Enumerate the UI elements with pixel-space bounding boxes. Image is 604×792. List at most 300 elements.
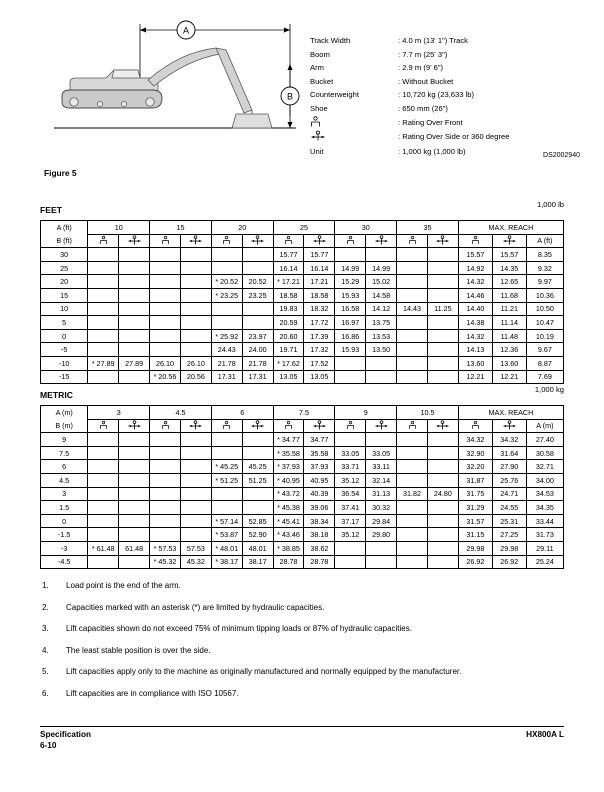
capacity-cell: * 43.72: [273, 487, 304, 501]
front-rating-header-icon: [335, 419, 366, 433]
footer-divider: [40, 726, 564, 727]
capacity-cell: 29.80: [366, 528, 397, 542]
metric-table-title: METRIC: [40, 390, 73, 400]
capacity-cell: [150, 460, 181, 474]
row-height-value: 0: [41, 329, 88, 343]
table-row: [41, 316, 564, 330]
capacity-cell: 13.50: [366, 343, 397, 357]
capacity-cell: 19.71: [273, 343, 304, 357]
front-rating-header-icon: [88, 234, 119, 248]
capacity-cell: [211, 446, 242, 460]
capacity-cell: 17.31: [242, 370, 273, 384]
table-row: [41, 370, 564, 384]
side-rating-header-icon: [427, 234, 458, 248]
reach-distance-cell: 9.32: [526, 261, 563, 275]
reach-side-cell: 14.35: [492, 261, 526, 275]
table-header-row: [41, 406, 564, 420]
note-number: 6.: [42, 688, 49, 698]
reach-front-cell: 14.13: [458, 343, 492, 357]
capacity-cell: * 35.58: [273, 446, 304, 460]
capacity-cell: 14.99: [335, 261, 366, 275]
capacity-cell: [180, 460, 211, 474]
capacity-cell: [242, 501, 273, 515]
capacity-cell: 20.52: [242, 275, 273, 289]
capacity-cell: 29.84: [366, 514, 397, 528]
capacity-cell: * 38.17: [211, 555, 242, 569]
capacity-cell: 16.97: [335, 316, 366, 330]
table-row: [41, 275, 564, 289]
reach-distance-cell: 34.53: [526, 487, 563, 501]
reach-front-cell: 14.46: [458, 288, 492, 302]
capacity-cell: 13.53: [366, 329, 397, 343]
capacity-cell: [88, 555, 119, 569]
capacity-cell: * 37.93: [273, 460, 304, 474]
capacity-cell: 15.02: [366, 275, 397, 289]
capacity-cell: [119, 261, 150, 275]
row-height-value: -5: [41, 343, 88, 357]
capacity-cell: 57.53: [180, 541, 211, 555]
spec-row-front: [310, 116, 509, 131]
capacity-cell: [88, 460, 119, 474]
row-height-value: 30: [41, 248, 88, 262]
reach-front-cell: 12.21: [458, 370, 492, 384]
capacity-cell: * 48.01: [211, 541, 242, 555]
capacity-cell: [150, 528, 181, 542]
capacity-cell: * 20.56: [150, 370, 181, 384]
capacity-cell: [397, 370, 428, 384]
capacity-cell: [150, 261, 181, 275]
rating-over-front-icon: [99, 235, 108, 246]
note-item: [40, 666, 570, 678]
note-text: Lift capacities shown do not exceed 75% of minimum tipping loads or 87% of hydraulic capacities.: [66, 624, 412, 633]
rating-over-front-icon: [284, 420, 293, 431]
notes-list: [40, 580, 570, 709]
spec-value: : 4.0 m (13' 1") Track: [398, 36, 468, 45]
capacity-cell: [397, 275, 428, 289]
capacity-cell: [150, 514, 181, 528]
table-row: [41, 501, 564, 515]
capacity-cell: * 43.46: [273, 528, 304, 542]
capacity-cell: [88, 248, 119, 262]
capacity-cell: [335, 248, 366, 262]
excavator-diagram: [40, 18, 300, 146]
note-text: Capacities marked with an asterisk (*) are limited by hydraulic capacities.: [66, 602, 325, 612]
spec-label: Track Width: [310, 36, 351, 45]
capacity-cell: 45.32: [180, 555, 211, 569]
capacity-cell: 37.17: [335, 514, 366, 528]
row-height-value: -15: [41, 370, 88, 384]
row-height-value: -10: [41, 356, 88, 370]
rating-over-side-icon: [127, 420, 142, 431]
side-rating-header-icon: [180, 234, 211, 248]
capacity-cell: [119, 275, 150, 289]
front-rating-header-icon: [273, 419, 304, 433]
capacity-cell: [119, 329, 150, 343]
capacity-cell: [397, 288, 428, 302]
capacity-cell: 15.77: [304, 248, 335, 262]
capacity-cell: 21.78: [211, 356, 242, 370]
side-rating-header-icon: [119, 234, 150, 248]
capacity-cell: 36.54: [335, 487, 366, 501]
table-subheader-row: [41, 234, 564, 248]
capacity-cell: [427, 370, 458, 384]
capacity-cell: [119, 302, 150, 316]
capacity-cell: * 57.53: [150, 541, 181, 555]
note-item: [40, 580, 570, 592]
footer-model: HX800A L: [526, 730, 564, 739]
reach-side-cell: 34.32: [492, 433, 526, 447]
table-row: [41, 541, 564, 555]
spec-row: [310, 75, 509, 89]
capacity-cell: * 34.77: [273, 433, 304, 447]
front-rating-header-icon: [150, 234, 181, 248]
capacity-cell: * 23.25: [211, 288, 242, 302]
distance-col-header: 4.5: [150, 406, 212, 420]
note-number: 2.: [42, 602, 49, 612]
spec-row-side: [310, 130, 509, 145]
capacity-cell: 17.52: [304, 356, 335, 370]
capacity-cell: [427, 248, 458, 262]
table-row: [41, 446, 564, 460]
capacity-cell: 21.78: [242, 356, 273, 370]
row-height-value: 15: [41, 288, 88, 302]
capacity-cell: 13.75: [366, 316, 397, 330]
spec-value: : 2.9 m (9' 6"): [398, 63, 444, 73]
capacity-cell: [242, 248, 273, 262]
rating-over-side-icon: [188, 235, 203, 246]
reach-distance-cell: 25.24: [526, 555, 563, 569]
capacity-cell: [88, 288, 119, 302]
metric-lift-capacity-table: [40, 405, 564, 569]
spec-label: Boom: [310, 49, 330, 59]
note-text: Load point is the end of the arm.: [66, 581, 181, 590]
spec-row: [310, 145, 509, 159]
capacity-cell: * 53.87: [211, 528, 242, 542]
capacity-cell: [180, 343, 211, 357]
capacity-cell: 40.39: [304, 487, 335, 501]
capacity-cell: [397, 248, 428, 262]
capacity-cell: [366, 555, 397, 569]
rating-over-side-icon: [502, 235, 517, 246]
capacity-cell: [335, 370, 366, 384]
note-text: The least stable position is over the side.: [66, 645, 211, 655]
drawing-code: DS2002940: [543, 152, 580, 159]
feet-table-title: FEET: [40, 205, 62, 215]
capacity-cell: [427, 528, 458, 542]
capacity-cell: [88, 261, 119, 275]
capacity-cell: [119, 288, 150, 302]
spec-value: : 10,720 kg (23,633 lb): [398, 90, 474, 100]
table-row: [41, 528, 564, 542]
capacity-cell: [366, 433, 397, 447]
reach-side-cell: 15.57: [492, 248, 526, 262]
capacity-cell: [88, 302, 119, 316]
capacity-cell: [366, 370, 397, 384]
capacity-cell: [119, 473, 150, 487]
reach-front-cell: 31.29: [458, 501, 492, 515]
front-rating-header-icon: [335, 234, 366, 248]
capacity-cell: [242, 446, 273, 460]
capacity-cell: 24.00: [242, 343, 273, 357]
capacity-cell: * 61.48: [88, 541, 119, 555]
front-rating-header-icon: [211, 419, 242, 433]
front-rating-header-icon: [273, 234, 304, 248]
distance-col-header: 25: [273, 221, 335, 235]
capacity-cell: 35.12: [335, 473, 366, 487]
side-rating-header-icon: [242, 419, 273, 433]
side-rating-header-icon: [119, 419, 150, 433]
capacity-cell: [119, 248, 150, 262]
rating-over-front-icon: [471, 235, 480, 246]
reach-side-cell: 11.14: [492, 316, 526, 330]
capacity-cell: 32.14: [366, 473, 397, 487]
distance-col-header: 10: [88, 221, 150, 235]
table-row: [41, 555, 564, 569]
capacity-cell: [211, 433, 242, 447]
capacity-cell: 34.77: [304, 433, 335, 447]
max-reach-header: MAX. REACH: [458, 221, 563, 235]
front-rating-header-icon: [211, 234, 242, 248]
capacity-cell: 37.93: [304, 460, 335, 474]
capacity-cell: [397, 316, 428, 330]
capacity-cell: * 45.38: [273, 501, 304, 515]
capacity-cell: 38.17: [242, 555, 273, 569]
reach-side-cell: 24.55: [492, 501, 526, 515]
capacity-cell: [180, 473, 211, 487]
table-header-row: [41, 221, 564, 235]
table-row: [41, 356, 564, 370]
reach-front-cell: 31.87: [458, 473, 492, 487]
reach-side-cell: 27.25: [492, 528, 526, 542]
capacity-cell: [427, 316, 458, 330]
front-rating-header-icon: [88, 419, 119, 433]
col-header-b: B (m): [41, 419, 88, 433]
capacity-cell: 16.86: [335, 329, 366, 343]
rating-over-side-icon: [374, 420, 389, 431]
capacity-cell: 20.60: [273, 329, 304, 343]
table-row: [41, 487, 564, 501]
capacity-cell: 27.89: [119, 356, 150, 370]
capacity-cell: [88, 473, 119, 487]
note-text: Lift capacities apply only to the machine as originally manufactured and normally equipped by the manufacturer.: [66, 667, 462, 676]
reach-side-cell: 12.65: [492, 275, 526, 289]
capacity-cell: 31.82: [397, 487, 428, 501]
table-row: [41, 288, 564, 302]
capacity-cell: 35.58: [304, 446, 335, 460]
spec-row: [310, 88, 509, 102]
capacity-cell: [397, 541, 428, 555]
reach-distance-cell: 10.50: [526, 302, 563, 316]
capacity-cell: [211, 302, 242, 316]
capacity-cell: 28.78: [304, 555, 335, 569]
capacity-cell: [180, 302, 211, 316]
capacity-cell: 38.18: [304, 528, 335, 542]
reach-side-cell: 12.36: [492, 343, 526, 357]
capacity-cell: 14.43: [397, 302, 428, 316]
spec-label: Shoe: [310, 103, 328, 113]
reach-front-cell: 14.40: [458, 302, 492, 316]
capacity-cell: [427, 501, 458, 515]
capacity-cell: [242, 433, 273, 447]
table-row: [41, 473, 564, 487]
capacity-cell: [397, 514, 428, 528]
reach-side-cell: 31.64: [492, 446, 526, 460]
capacity-cell: [88, 370, 119, 384]
col-header-a: A (m): [41, 406, 88, 420]
capacity-cell: [88, 528, 119, 542]
capacity-cell: 19.83: [273, 302, 304, 316]
capacity-cell: [427, 555, 458, 569]
footer-page-number: 6-10: [40, 741, 57, 750]
capacity-cell: * 20.52: [211, 275, 242, 289]
spec-value: : 1,000 kg (1,000 lb): [398, 146, 466, 156]
capacity-cell: [366, 356, 397, 370]
capacity-cell: 33.05: [335, 446, 366, 460]
capacity-cell: [88, 487, 119, 501]
capacity-cell: [180, 248, 211, 262]
row-height-value: -3: [41, 541, 88, 555]
capacity-cell: [88, 275, 119, 289]
table-row: [41, 460, 564, 474]
spec-value: : 650 mm (26"): [398, 103, 448, 113]
capacity-cell: [211, 316, 242, 330]
capacity-cell: [180, 275, 211, 289]
capacity-cell: [180, 501, 211, 515]
capacity-cell: 17.21: [304, 275, 335, 289]
capacity-cell: * 17.21: [273, 275, 304, 289]
reach-side-cell: 25.76: [492, 473, 526, 487]
capacity-cell: 48.01: [242, 541, 273, 555]
capacity-cell: [119, 316, 150, 330]
col-header-b: B (ft): [41, 234, 88, 248]
capacity-cell: 16.58: [335, 302, 366, 316]
row-height-value: 5: [41, 316, 88, 330]
capacity-cell: 15.93: [335, 343, 366, 357]
capacity-cell: 24.80: [427, 487, 458, 501]
capacity-cell: [397, 356, 428, 370]
capacity-cell: [119, 528, 150, 542]
capacity-cell: [335, 356, 366, 370]
reach-distance-cell: 9.67: [526, 343, 563, 357]
spec-row: [310, 34, 509, 48]
capacity-cell: 30.32: [366, 501, 397, 515]
callout-a-label: A: [182, 25, 190, 36]
capacity-cell: 40.95: [304, 473, 335, 487]
spec-label: Bucket: [310, 76, 334, 86]
capacity-cell: [242, 302, 273, 316]
capacity-cell: * 40.95: [273, 473, 304, 487]
capacity-cell: 37.41: [335, 501, 366, 515]
capacity-cell: [180, 487, 211, 501]
row-height-value: 4.5: [41, 473, 88, 487]
table-row: [41, 302, 564, 316]
rating-over-side-icon: [188, 420, 203, 431]
front-rating-header-icon: [458, 234, 492, 248]
rating-over-front-icon: [161, 235, 170, 246]
capacity-cell: [180, 514, 211, 528]
capacity-cell: [242, 261, 273, 275]
capacity-cell: 31.13: [366, 487, 397, 501]
capacity-cell: [180, 446, 211, 460]
capacity-cell: [150, 433, 181, 447]
capacity-cell: [180, 261, 211, 275]
capacity-cell: 20.56: [180, 370, 211, 384]
spec-row: [310, 102, 509, 116]
reach-distance-cell: 10.36: [526, 288, 563, 302]
capacity-cell: 35.12: [335, 528, 366, 542]
row-height-value: 20: [41, 275, 88, 289]
side-rating-header-icon: [492, 234, 526, 248]
capacity-cell: 28.78: [273, 555, 304, 569]
spec-label: Unit: [310, 146, 324, 156]
capacity-cell: [427, 288, 458, 302]
capacity-cell: 38.62: [304, 541, 335, 555]
reach-front-cell: 13.60: [458, 356, 492, 370]
capacity-cell: 23.97: [242, 329, 273, 343]
note-item: [40, 688, 570, 700]
reach-col-label: A (m): [526, 419, 563, 433]
capacity-cell: [397, 555, 428, 569]
capacity-cell: [427, 433, 458, 447]
distance-col-header: 20: [211, 221, 273, 235]
front-rating-header-icon: [397, 419, 428, 433]
note-number: 3.: [42, 624, 49, 633]
distance-col-header: 10.5: [397, 406, 459, 420]
reach-front-cell: 14.32: [458, 275, 492, 289]
distance-col-header: 3: [88, 406, 150, 420]
rating-over-side-icon: [250, 420, 265, 431]
table-row: [41, 329, 564, 343]
reach-front-cell: 29.98: [458, 541, 492, 555]
distance-col-header: 9: [335, 406, 397, 420]
reach-side-cell: 11.21: [492, 302, 526, 316]
capacity-cell: 33.05: [366, 446, 397, 460]
spec-value: : Rating Over Side or 360 degree: [398, 132, 510, 142]
capacity-cell: [397, 433, 428, 447]
spec-value: : Rating Over Front: [398, 117, 463, 127]
reach-distance-cell: 31.73: [526, 528, 563, 542]
capacity-cell: * 45.32: [150, 555, 181, 569]
reach-distance-cell: 27.40: [526, 433, 563, 447]
capacity-cell: [211, 261, 242, 275]
capacity-cell: * 25.92: [211, 329, 242, 343]
capacity-cell: 15.29: [335, 275, 366, 289]
capacity-cell: * 45.25: [211, 460, 242, 474]
reach-side-cell: 25.31: [492, 514, 526, 528]
feet-table-unit: 1,000 lb: [536, 200, 564, 209]
rating-over-side-icon: [312, 235, 327, 246]
reach-distance-cell: 32.71: [526, 460, 563, 474]
capacity-cell: [211, 487, 242, 501]
capacity-cell: 26.10: [150, 356, 181, 370]
capacity-cell: 16.14: [273, 261, 304, 275]
capacity-cell: [88, 514, 119, 528]
capacity-cell: [119, 487, 150, 501]
rating-over-side-icon: [502, 420, 517, 431]
figure-label: Figure 5: [44, 168, 77, 178]
capacity-cell: [366, 541, 397, 555]
capacity-cell: [150, 275, 181, 289]
reach-front-cell: 31.57: [458, 514, 492, 528]
rating-over-front-icon: [310, 116, 396, 131]
col-header-a: A (ft): [41, 221, 88, 235]
reach-distance-cell: 29.11: [526, 541, 563, 555]
reach-front-cell: 32.20: [458, 460, 492, 474]
capacity-cell: [397, 343, 428, 357]
capacity-cell: 15.93: [335, 288, 366, 302]
capacity-cell: [150, 316, 181, 330]
capacity-cell: 33.71: [335, 460, 366, 474]
